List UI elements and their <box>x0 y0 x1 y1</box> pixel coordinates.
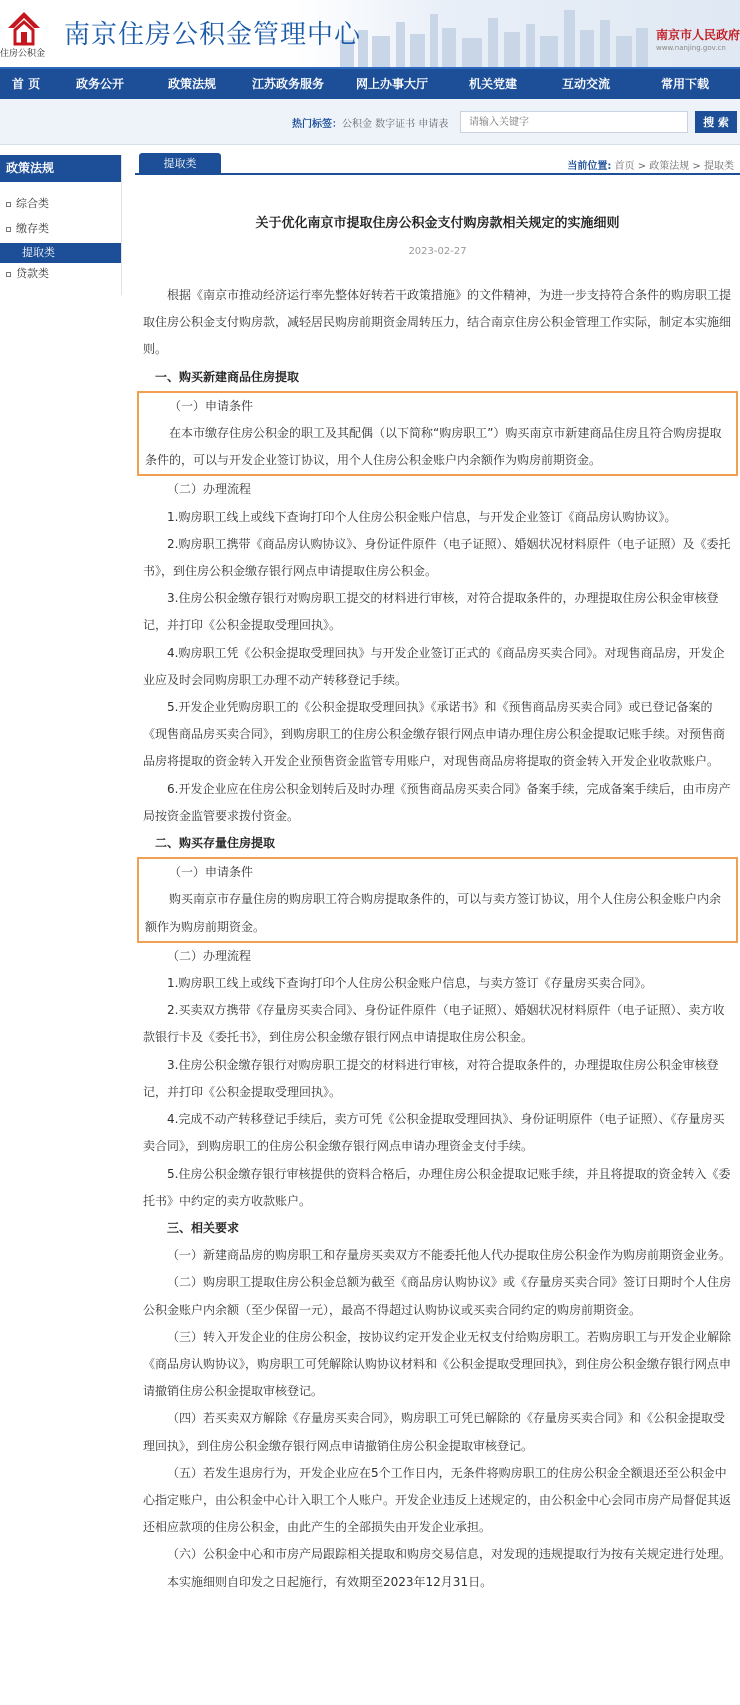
s1-step: 6.开发企业应在住房公积金划转后及时办理《预售商品房买卖合同》备案手续，完成备案手续后，由市房产局按资金监管要求拨付资金。 <box>143 781 731 823</box>
highlight-box-2 <box>137 857 738 943</box>
s2-condition-text: 购买南京市存量住房的购房职工符合购房提取条件的，可以与卖方签订协议，用个人住房公积金账户内余额作为购房前期资金。 <box>145 892 722 934</box>
nav-downloads[interactable]: 常用下载 <box>660 77 709 91</box>
sidebar-item-withdrawal[interactable] <box>0 243 121 263</box>
highlight-box-1 <box>137 391 738 477</box>
s2-step: 1.购房职工线上或线下查询打印个人住房公积金账户信息，与卖方签订《存量房买卖合同》。 <box>167 976 653 991</box>
hot-tags <box>292 115 448 130</box>
s1-condition-title: （一）申请条件 <box>169 398 254 413</box>
logo-emblem-icon <box>6 10 42 48</box>
section-3-heading: 三、相关要求 <box>167 1220 240 1235</box>
s3-item: （六）公积金中心和市房产局跟踪相关提取和购房交易信息，对发现的违规提取行为按有关规定进行处理。 <box>167 1547 732 1562</box>
gov-url: www.nanjing.gov.cn <box>656 44 726 52</box>
article-body <box>143 282 732 1596</box>
section-1-heading: 一、购买新建商品住房提取 <box>155 369 300 384</box>
main-content <box>135 153 740 1596</box>
breadcrumb-label: 当前位置: <box>567 161 612 172</box>
nav-home[interactable]: 首 页 <box>11 77 41 91</box>
nav-party-building[interactable]: 机关党建 <box>468 77 517 91</box>
logo-text: 住房公积金 <box>0 49 46 59</box>
main-nav <box>0 67 740 99</box>
site-header <box>0 0 740 67</box>
hot-tags-list[interactable]: 公积金 数字证书 申请表 <box>342 119 449 130</box>
sidebar <box>0 155 122 295</box>
s2-process-title: （二）办理流程 <box>167 948 252 963</box>
article-title: 关于优化南京市提取住房公积金支付购房款相关规定的实施细则 <box>255 216 620 231</box>
column-tab-bar <box>135 153 740 175</box>
s1-process-title: （二）办理流程 <box>167 482 252 497</box>
square-bullet-icon <box>6 272 11 277</box>
s2-step: 2.买卖双方携带《存量房买卖合同》、身份证件原件（电子证照）、婚姻状况材料原件（电子证照）、卖方收款银行卡及《委托书》，到住房公积金缴存银行网点申请提取住房公积金。 <box>143 1003 725 1045</box>
s2-condition-title: （一）申请条件 <box>169 865 254 880</box>
nav-online-hall[interactable]: 网上办事大厅 <box>355 77 428 91</box>
sidebar-title: 政策法规 <box>0 155 121 182</box>
section-2-heading: 二、购买存量住房提取 <box>155 836 276 851</box>
article <box>135 212 740 1596</box>
square-bullet-icon <box>6 202 11 207</box>
nanjing-gov-link[interactable] <box>656 26 740 52</box>
s3-item: （三）转入开发企业的住房公积金，按协议约定开发企业无权支付给购房职工。若购房职工与开发企业解除《商品房认购协议》，购房职工可凭解除认购协议材料和《公积金提取受理回执》，到住房公积金缴存银行网点申请撤销住房公积金提取审核登记。 <box>143 1329 732 1399</box>
tab-withdrawal[interactable]: 提取类 <box>139 153 221 175</box>
search-input[interactable] <box>460 111 688 133</box>
sidebar-item-label: 贷款类 <box>16 267 49 280</box>
s1-step: 3.住房公积金缴存银行对购房职工提交的材料进行审核，对符合提取条件的，办理提取住房公积金审核登记，并打印《公积金提取受理回执》。 <box>143 591 719 633</box>
hot-tags-label: 热门标签： <box>292 119 342 130</box>
nav-interaction[interactable]: 互动交流 <box>561 77 610 91</box>
s1-step: 4.购房职工凭《公积金提取受理回执》与开发企业签订正式的《商品房买卖合同》。对现售商品房，开发企业应及时会同购房职工办理不动产转移登记手续。 <box>143 645 725 687</box>
nav-policy[interactable]: 政策法规 <box>167 77 216 91</box>
sidebar-item-label: 缴存类 <box>16 222 49 235</box>
closing-paragraph: 本实施细则自印发之日起施行，有效期至2023年12月31日。 <box>167 1574 493 1589</box>
city-skyline-image <box>330 6 660 67</box>
square-bullet-icon <box>6 227 11 232</box>
s3-item: （一）新建商品房的购房职工和存量房买卖双方不能委托他人代办提取住房公积金作为购房前期资金业务。 <box>167 1248 732 1263</box>
sidebar-item-general[interactable] <box>0 193 121 215</box>
s2-step: 3.住房公积金缴存银行对购房职工提交的材料进行审核，对符合提取条件的，办理提取住房公积金审核登记，并打印《公积金提取受理回执》。 <box>143 1057 719 1099</box>
nav-jiangsu-service[interactable]: 江苏政务服务 <box>251 77 324 91</box>
s3-item: （五）若发生退房行为，开发企业应在5个工作日内，无条件将购房职工的住房公积金全额退还至公积金中心指定账户，由公积金中心计入职工个人账户。开发企业违反上述规定的，由公积金中心会同市房产局督促其返还相应款项的住房公积金，由此产生的全部损失由开发企业承担。 <box>143 1465 732 1535</box>
s1-condition-text: 在本市缴存住房公积金的职工及其配偶（以下简称“购房职工”）购买南京市新建商品住房且符合购房提取条件的，可以与开发企业签订协议，用个人住房公积金账户内余额作为购房前期资金。 <box>145 426 722 468</box>
sidebar-item-loan[interactable] <box>0 263 121 285</box>
sidebar-item-deposit[interactable] <box>0 218 121 240</box>
s1-step: 5.开发企业凭购房职工的《公积金提取受理回执》《承诺书》和《预售商品房买卖合同》或已登记备案的《现售商品房买卖合同》，到购房职工的住房公积金缴存银行网点申请办理住房公积金提取记账手续。对预售商品房将提取的资金转入开发企业预售资金监管专用账户，对现售商品房将提取的资金转入开发企业收款账户。 <box>143 700 726 769</box>
nav-gov-affairs[interactable]: 政务公开 <box>75 77 124 91</box>
s3-item: （二）购房职工提取住房公积金总额为截至《商品房认购协议》或《存量房买卖合同》签订日期时个人住房公积金账户内余额（至少保留一元），最高不得超过认购协议或买卖合同约定的购房前期资金。 <box>143 1275 732 1317</box>
s3-item: （四）若买卖双方解除《存量房买卖合同》，购房职工可凭已解除的《存量房买卖合同》和《公积金提取受理回执》，到住房公积金缴存银行网点申请撤销住房公积金提取审核登记。 <box>143 1411 726 1453</box>
breadcrumb <box>567 157 734 172</box>
gov-name: 南京市人民政府 <box>656 28 740 42</box>
search-bar <box>0 99 740 145</box>
site-title: 南京住房公积金管理中心 <box>64 20 362 50</box>
sidebar-item-label: 综合类 <box>16 197 49 210</box>
s2-step: 5.住房公积金缴存银行审核提供的资料合格后，办理住房公积金提取记账手续，并且将提取的资金转入《委托书》中约定的卖方收款账户。 <box>143 1166 731 1208</box>
s1-step: 1.购房职工线上或线下查询打印个人住房公积金账户信息，与开发企业签订《商品房认购协议》。 <box>167 509 677 524</box>
breadcrumb-path[interactable]: 首页 > 政策法规 > 提取类 <box>614 161 734 172</box>
s2-step: 4.完成不动产转移登记手续后，卖方可凭《公积金提取受理回执》、身份证明原件（电子证照）、《存量房买卖合同》，到购房职工的住房公积金缴存银行网点申请办理资金支付手续。 <box>143 1112 725 1154</box>
sidebar-item-label: 提取类 <box>22 246 55 259</box>
article-date: 2023-02-27 <box>408 246 467 257</box>
search-button[interactable]: 搜 索 <box>695 111 737 133</box>
intro-paragraph: 根据《南京市推动经济运行率先整体好转若干政策措施》的文件精神，为进一步支持符合条件的购房职工提取住房公积金支付购房款，减轻居民购房前期资金周转压力，结合南京住房公积金管理工作实际，制定本实施细则。 <box>143 288 732 357</box>
s1-step: 2.购房职工携带《商品房认购协议》、身份证件原件（电子证照）、婚姻状况材料原件（电子证照）及《委托书》，到住房公积金缴存银行网点申请提取住房公积金。 <box>143 536 731 579</box>
